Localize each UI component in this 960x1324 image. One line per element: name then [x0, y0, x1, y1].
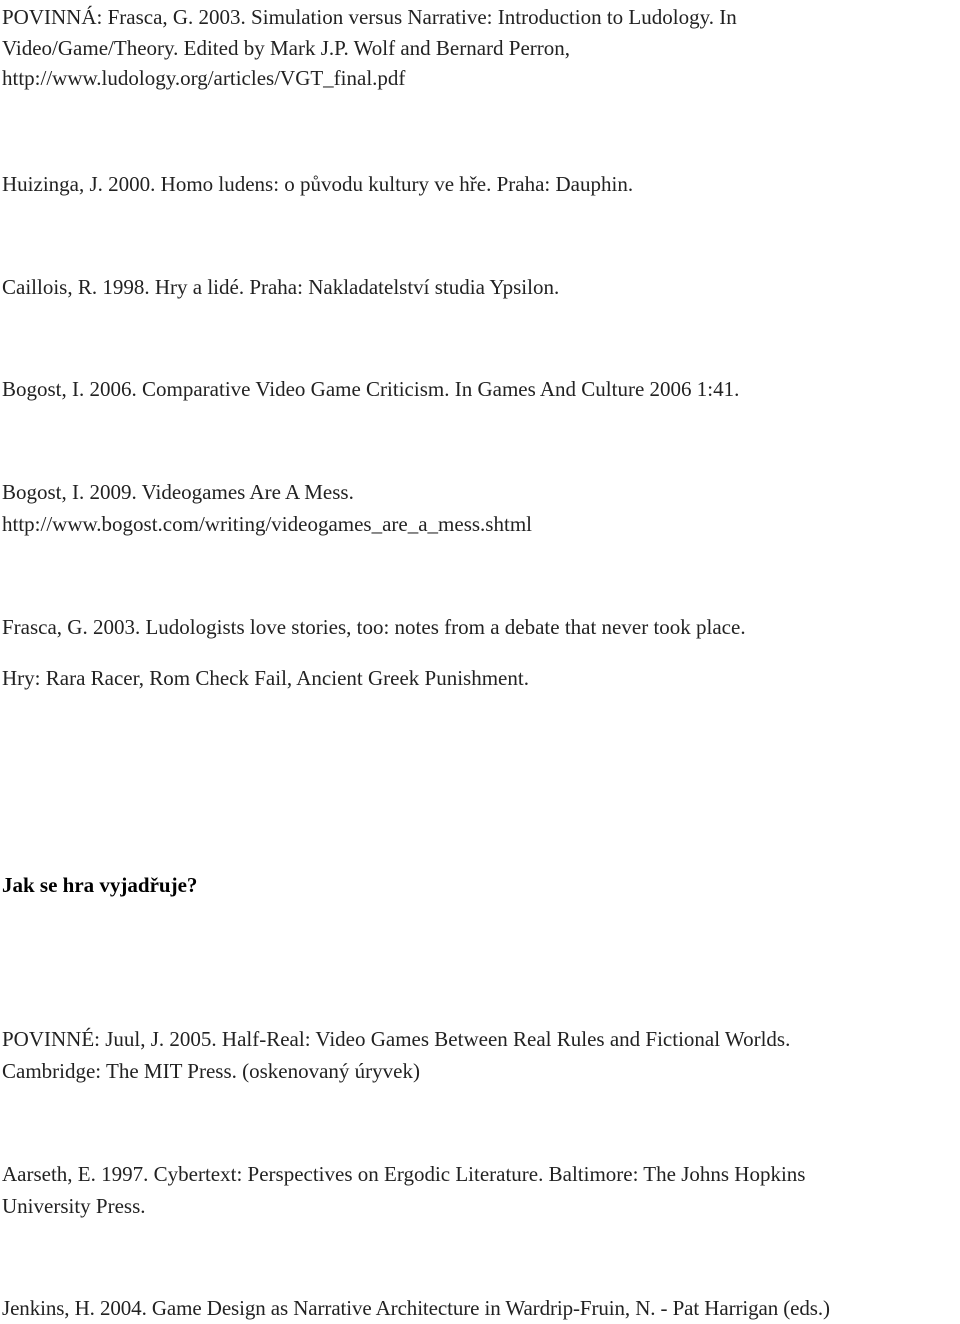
reference-line: Video/Game/Theory. Edited by Mark J.P. Wolf and Bernard Perron, [2, 36, 571, 60]
reference-line: Bogost, I. 2009. Videogames Are A Mess. [2, 480, 354, 504]
reference-line: POVINNÉ: Juul, J. 2005. Half-Real: Video Games Between Real Rules and Fictional Worlds. [2, 1027, 791, 1051]
reference-jenkins: Jenkins, H. 2004. Game Design as Narrative Architecture in Wardrip-Fruin, N. - Pat Harrigan (eds.) [2, 1296, 830, 1320]
reference-link[interactable]: http://www.ludology.org/articles/VGT_final.pdf [2, 66, 406, 90]
reference-line: POVINNÁ: Frasca, G. 2003. Simulation versus Narrative: Introduction to Ludology. In [2, 5, 737, 29]
reference-line: Cambridge: The MIT Press. (oskenovaný úryvek) [2, 1059, 420, 1083]
reference-line: Aarseth, E. 1997. Cybertext: Perspectives on Ergodic Literature. Baltimore: The Johns Hopkins [2, 1162, 806, 1186]
reference-caillois: Caillois, R. 1998. Hry a lidé. Praha: Nakladatelství studia Ypsilon. [2, 275, 560, 299]
reference-huizinga: Huizinga, J. 2000. Homo ludens: o původu kultury ve hře. Praha: Dauphin. [2, 172, 634, 196]
games-note: Hry: Rara Racer, Rom Check Fail, Ancient Greek Punishment. [2, 666, 529, 690]
reference-line: University Press. [2, 1194, 146, 1218]
reference-frasca-ludologists: Frasca, G. 2003. Ludologists love stories, too: notes from a debate that never took place. [2, 615, 746, 639]
reference-bogost-2006: Bogost, I. 2006. Comparative Video Game Criticism. In Games And Culture 2006 1:41. [2, 377, 740, 401]
section-heading: Jak se hra vyjadřuje? [2, 873, 198, 897]
reference-link[interactable]: http://www.bogost.com/writing/videogames_are_a_mess.shtml [2, 512, 532, 536]
